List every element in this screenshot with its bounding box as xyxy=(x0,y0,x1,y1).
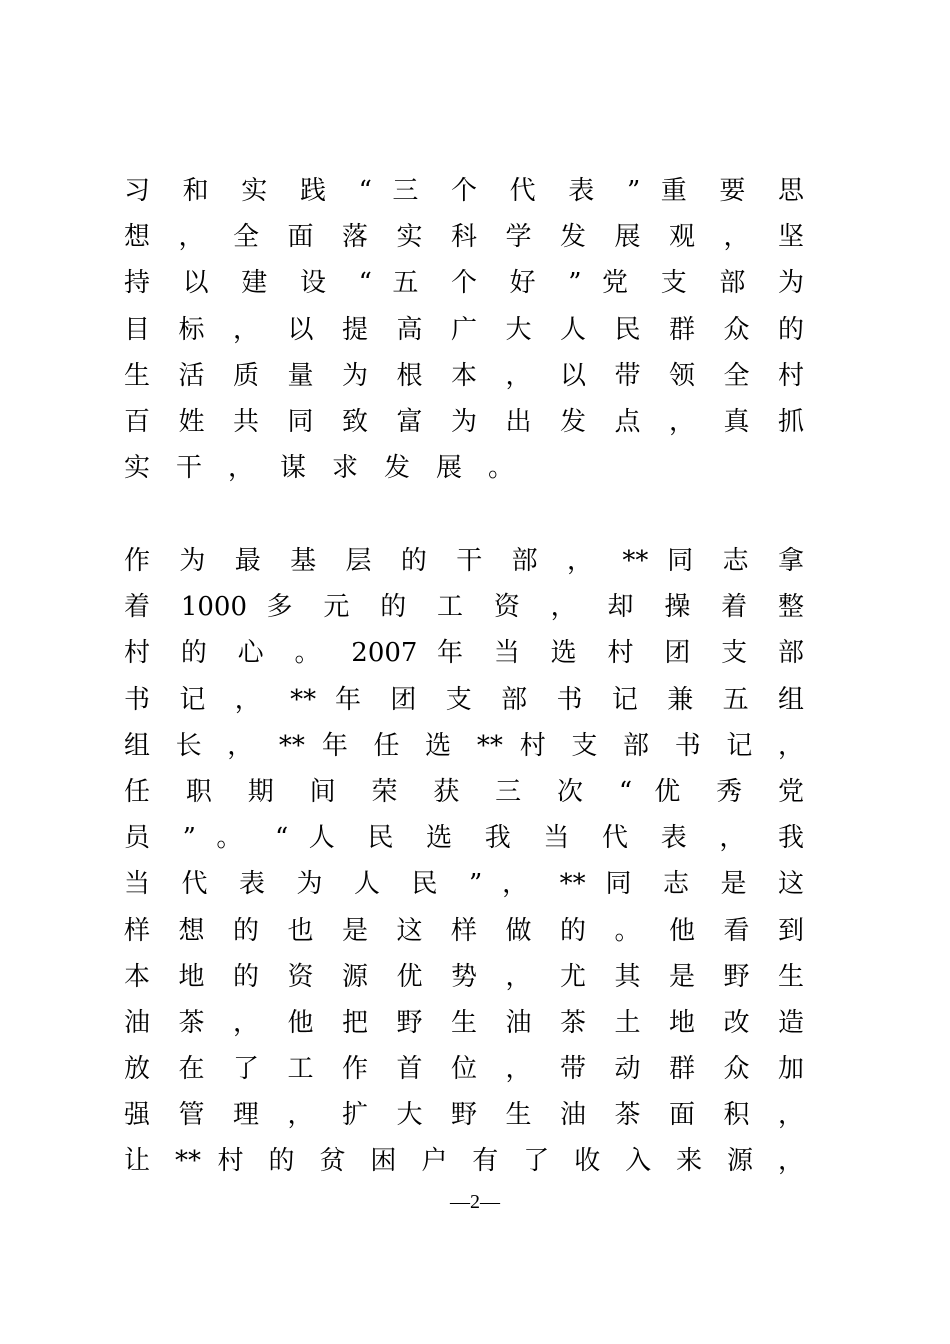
text-line: 村 的 心 。 2007 年 当 选 村 团 支 部 xyxy=(124,638,804,669)
page-number: —2— xyxy=(450,1191,500,1213)
text-line: 想 ， 全 面 落 实 科 学 发 展 观 ， 坚 xyxy=(124,222,804,253)
paragraph-2 xyxy=(124,538,804,1185)
text-line: 组 长 ， ** 年 任 选 ** 村 支 部 书 记 ， xyxy=(124,730,804,761)
text-line: 让 ** 村 的 贫 困 户 有 了 收 入 来 源 ， xyxy=(124,1146,804,1177)
text-line: 生 活 质 量 为 根 本 ， 以 带 领 全 村 xyxy=(124,360,804,391)
text-line: 书 记 ， ** 年 团 支 部 书 记 兼 五 组 xyxy=(124,684,804,715)
text-line: 放 在 了 工 作 首 位 ， 带 动 群 众 加 xyxy=(124,1054,804,1085)
text-line: 当 代 表 为 人 民 ” ， ** 同 志 是 这 xyxy=(124,869,804,900)
text-line: 实干，谋求发展。 xyxy=(124,453,541,484)
text-line: 员 ” 。 “ 人 民 选 我 当 代 表 ， 我 xyxy=(124,823,804,854)
text-line: 样 想 的 也 是 这 样 做 的 。 他 看 到 xyxy=(124,915,804,946)
text-line: 作 为 最 基 层 的 干 部 ， ** 同 志 拿 xyxy=(124,546,804,576)
text-line: 强 管 理 ， 扩 大 野 生 油 茶 面 积 ， xyxy=(124,1100,804,1131)
text-line: 习 和 实 践 “ 三 个 代 表 ” 重 要 思 xyxy=(124,176,804,206)
text-line: 着 1000 多 元 的 工 资 ， 却 操 着 整 xyxy=(124,592,804,623)
text-line: 任 职 期 间 荣 获 三 次 “ 优 秀 党 xyxy=(124,776,804,807)
text-line: 百 姓 共 同 致 富 为 出 发 点 ， 真 抓 xyxy=(124,406,804,437)
paragraph-1 xyxy=(124,168,804,491)
text-line: 目 标 ， 以 提 高 广 大 人 民 群 众 的 xyxy=(124,314,804,345)
text-line: 油 茶 ， 他 把 野 生 油 茶 土 地 改 造 xyxy=(124,1007,804,1038)
text-line: 持 以 建 设 “ 五 个 好 ” 党 支 部 为 xyxy=(124,268,804,299)
text-line: 本 地 的 资 源 优 势 ， 尤 其 是 野 生 xyxy=(124,961,804,992)
